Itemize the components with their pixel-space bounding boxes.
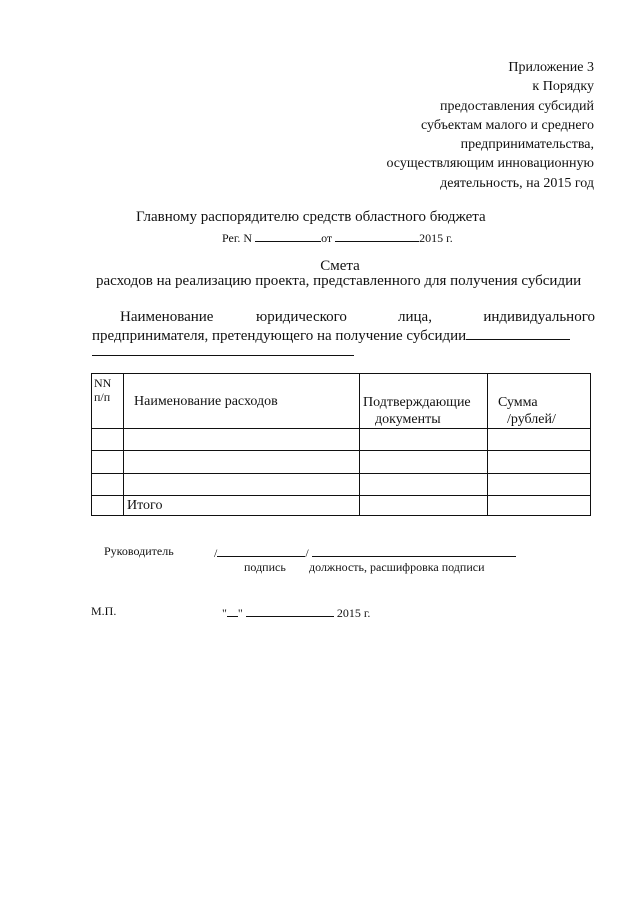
day-blank[interactable]	[227, 604, 238, 617]
registration-line	[222, 229, 453, 246]
table-cell[interactable]	[92, 451, 124, 474]
header-expense-name	[124, 374, 360, 429]
table-cell[interactable]	[124, 474, 360, 496]
header-nn-text: п/п	[94, 390, 111, 404]
stamp-label: М.П.	[91, 604, 117, 618]
signature-blank[interactable]	[217, 544, 305, 557]
month-blank[interactable]	[246, 604, 334, 617]
caption-position: должность, расшифровка подписи	[309, 560, 485, 574]
appendix-line: к Порядку	[532, 79, 594, 95]
header-documents-text: документы	[375, 412, 441, 427]
total-label: Итого	[127, 498, 163, 513]
stamp-year: 2015 г.	[336, 606, 371, 620]
appendix-line: Приложение 3	[508, 60, 594, 75]
table-cell[interactable]	[124, 451, 360, 474]
applicant-name-blank[interactable]	[466, 327, 570, 340]
document-title: Смета	[320, 258, 360, 274]
applicant-line-1	[92, 309, 595, 327]
reg-date-blank[interactable]	[335, 229, 419, 242]
date-line	[222, 604, 370, 621]
caption-sign: подпись	[244, 560, 286, 574]
slash: /	[214, 546, 218, 560]
applicant-word: индивидуального	[483, 309, 595, 325]
table-cell[interactable]	[360, 474, 488, 496]
appendix-line: предоставления субсидий	[439, 98, 594, 114]
table-cell[interactable]	[124, 429, 360, 451]
appendix-line: предпринимательства,	[460, 137, 594, 153]
document-subtitle: расходов на реализацию проекта, представленного для получения субсидии	[96, 273, 582, 289]
estimate-table	[91, 373, 591, 516]
slash: /	[305, 546, 309, 560]
header-sum-text: /рублей/	[507, 412, 556, 427]
total-label-cell	[124, 496, 360, 516]
signature-line	[214, 544, 516, 561]
position-blank[interactable]	[312, 544, 516, 557]
table-cell[interactable]	[360, 451, 488, 474]
table-row	[92, 474, 591, 496]
quote: "	[237, 606, 243, 620]
header-nn-text: NN	[94, 376, 112, 390]
table-cell[interactable]	[92, 496, 124, 516]
quote: "	[222, 606, 227, 620]
appendix-line: осуществляющим инновационную	[386, 156, 594, 172]
table-cell[interactable]	[360, 496, 488, 516]
reg-year: 2015 г.	[419, 231, 453, 245]
header-documents	[360, 374, 488, 429]
appendix-line: деятельность, на 2015 год	[440, 175, 594, 191]
applicant-text: предпринимателя, претендующего на получение субсидии	[92, 328, 467, 344]
table-total-row	[92, 496, 591, 516]
header-nn	[92, 374, 124, 429]
table-cell[interactable]	[488, 451, 591, 474]
header-sum-text: Сумма	[498, 395, 538, 410]
reg-number-blank[interactable]	[255, 229, 321, 242]
appendix-line: субъектам малого и среднего	[421, 117, 594, 133]
table-row	[92, 451, 591, 474]
table-row	[92, 429, 591, 451]
reg-from: от	[321, 231, 333, 245]
header-sum	[488, 374, 591, 429]
table-cell[interactable]	[488, 474, 591, 496]
reg-prefix: Рег. N	[222, 231, 253, 245]
table-cell[interactable]	[360, 429, 488, 451]
header-documents-text: Подтверждающие	[363, 395, 471, 410]
appendix-block	[386, 58, 594, 193]
table-cell[interactable]	[488, 429, 591, 451]
table-cell[interactable]	[92, 474, 124, 496]
applicant-word: Наименование	[120, 309, 214, 325]
applicant-word: лица,	[398, 309, 432, 325]
applicant-name-blank-2[interactable]	[92, 343, 354, 356]
addressee-line: Главному распорядителю средств областного бюджета	[136, 209, 486, 225]
table-cell[interactable]	[92, 429, 124, 451]
signature-label: Руководитель	[104, 544, 174, 558]
table-cell[interactable]	[488, 496, 591, 516]
table-header-row	[92, 374, 591, 429]
applicant-word: юридического	[256, 309, 347, 325]
header-expense-name-text: Наименование расходов	[134, 394, 278, 409]
